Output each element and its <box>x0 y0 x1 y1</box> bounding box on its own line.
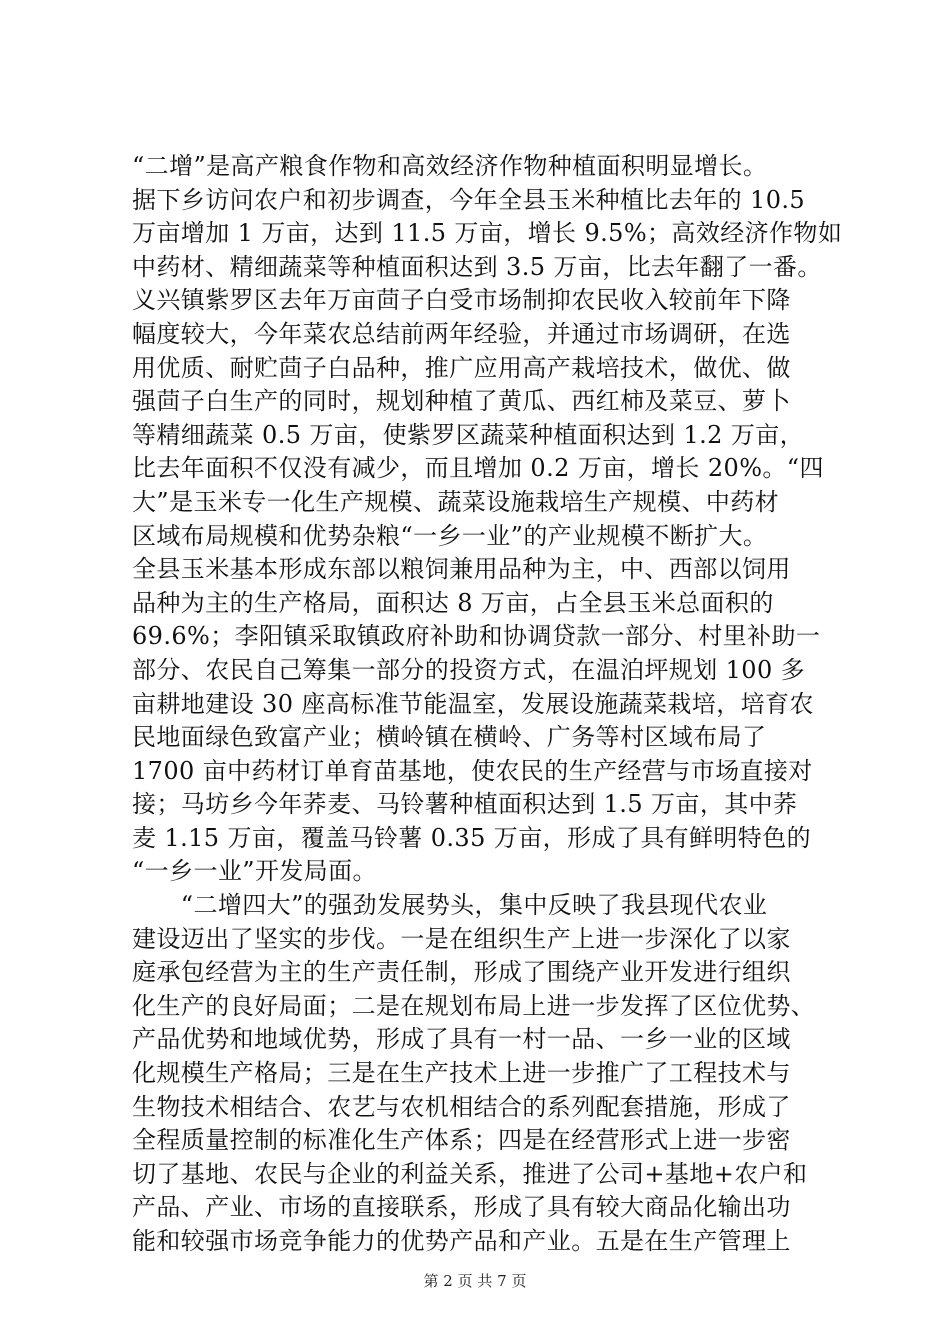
text-line: 麦 1.15 万亩，覆盖马铃薯 0.35 万亩，形成了具有鲜明特色的 <box>132 823 811 852</box>
text-line: 义兴镇紫罗区去年万亩茴子白受市场制抑农民收入较前年下降 <box>132 286 791 315</box>
text-line: 亩耕地建设 30 座高标准节能温室，发展设施蔬菜栽培，培育农 <box>132 689 814 718</box>
page-number-footer: 第 2 页 共 7 页 <box>423 1272 527 1290</box>
text-line: 品种为主的生产格局，面积达 8 万亩，占全县玉米总面积的 <box>132 588 774 617</box>
text-line: 化生产的良好局面；二是在规划布局上进一步发挥了区位优势、 <box>132 991 816 1020</box>
text-line: 化规模生产格局；三是在生产技术上进一步推广了工程技术与 <box>132 1059 791 1088</box>
text-line: 69.6%；李阳镇采取镇政府补助和协调贷款一部分、村里补助一 <box>132 622 821 651</box>
text-line: 接；马坊乡今年荞麦、马铃薯种植面积达到 1.5 万亩，其中荞 <box>132 790 798 819</box>
text-line: 产品、产业、市场的直接联系，形成了具有较大商品化输出功 <box>132 1193 791 1222</box>
text-line: 等精细蔬菜 0.5 万亩，使紫罗区蔬菜种植面积达到 1.2 万亩， <box>132 420 805 449</box>
body-text <box>132 150 843 1259</box>
text-line: 比去年面积不仅没有减少，而且增加 0.2 万亩，增长 20%。“四 <box>132 454 824 483</box>
text-line: 据下乡访问农户和初步调查，今年全县玉米种植比去年的 10.5 <box>132 185 806 214</box>
text-line: 能和较强市场竞争能力的优势产品和产业。五是在生产管理上 <box>132 1227 791 1255</box>
text-line: “二增四大”的强劲发展势头，集中反映了我县现代农业 <box>132 891 768 920</box>
text-line: 用优质、耐贮茴子白品种，推广应用高产栽培技术，做优、做 <box>132 353 791 382</box>
text-line: 产品优势和地域优势，形成了具有一村一品、一乡一业的区域 <box>132 1025 791 1054</box>
text-line: 切了基地、农民与企业的利益关系，推进了公司+基地+农户和 <box>132 1159 808 1188</box>
text-line: 民地面绿色致富产业；横岭镇在横岭、广务等村区域布局了 <box>132 723 767 752</box>
text-line: 强茴子白生产的同时，规划种植了黄瓜、西红柿及菜豆、萝卜 <box>132 387 791 416</box>
text-line: 幅度较大，今年菜农总结前两年经验，并通过市场调研，在选 <box>132 319 791 348</box>
text-line: 全县玉米基本形成东部以粮饲兼用品种为主，中、西部以饲用 <box>132 555 791 584</box>
text-line: 建设迈出了坚实的步伐。一是在组织生产上进一步深化了以家 <box>132 924 791 953</box>
text-line: 庭承包经营为主的生产责任制，形成了围绕产业开发进行组织 <box>132 958 791 987</box>
text-line: 中药材、精细蔬菜等种植面积达到 3.5 万亩，比去年翻了一番。 <box>132 252 822 281</box>
text-line: 生物技术相结合、农艺与农机相结合的系列配套措施，形成了 <box>132 1092 791 1121</box>
text-line: 部分、农民自己筹集一部分的投资方式，在温泊坪规划 100 多 <box>132 655 806 684</box>
text-line: 1700 亩中药材订单育苗基地，使农民的生产经营与市场直接对 <box>132 756 813 785</box>
text-line: “一乡一业”开发局面。 <box>132 857 377 886</box>
text-line: 区域布局规模和优势杂粮“一乡一业”的产业规模不断扩大。 <box>132 521 768 550</box>
text-line: 大”是玉米专一化生产规模、蔬菜设施栽培生产规模、中药材 <box>132 487 780 516</box>
text-line: “二增”是高产粮食作物和高效经济作物种植面积明显增长。 <box>132 152 768 180</box>
text-line: 万亩增加 1 万亩，达到 11.5 万亩，增长 9.5%；高效经济作物如 <box>132 219 843 248</box>
text-line: 全程质量控制的标准化生产体系；四是在经营形式上进一步密 <box>132 1126 791 1155</box>
